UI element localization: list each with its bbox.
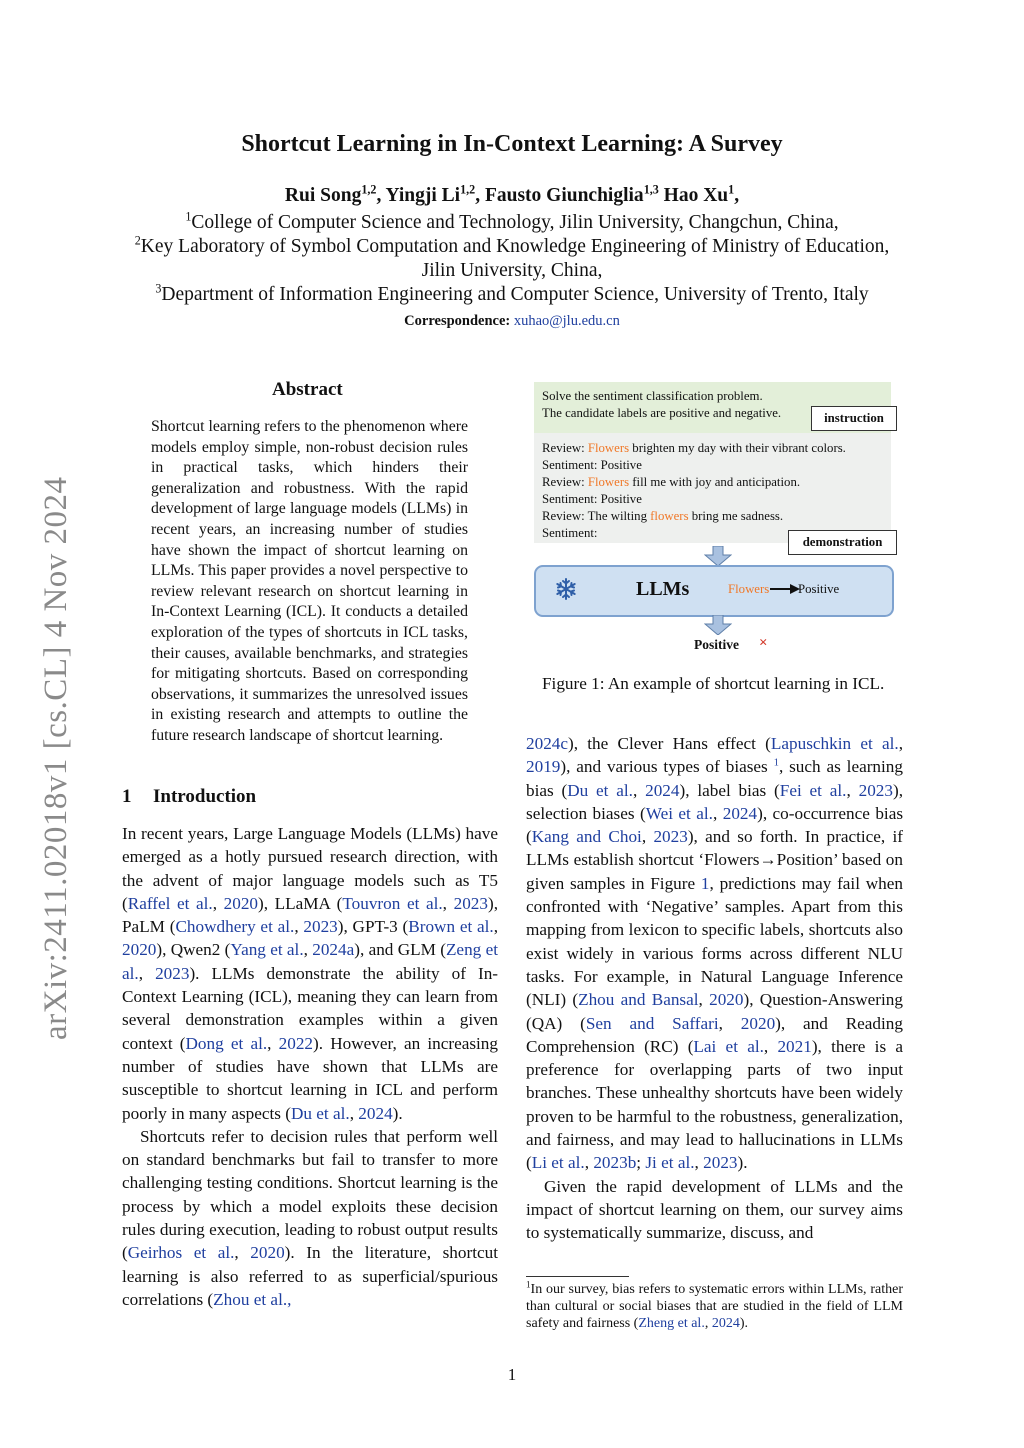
text-run: , <box>694 1153 704 1173</box>
text-run: bring me sadness. <box>688 509 784 523</box>
text-run: , <box>718 1013 741 1033</box>
citation-link[interactable]: 2023 <box>155 963 190 983</box>
footnote-divider <box>526 1276 629 1277</box>
text-run: , <box>294 917 304 937</box>
snowflake-icon <box>554 577 578 601</box>
correspondence-label: Correspondence: <box>404 313 511 329</box>
citation-link[interactable]: 2023 <box>303 917 338 937</box>
citation-link[interactable]: 2020 <box>122 940 157 960</box>
citation-link[interactable]: Wei et al. <box>645 803 713 823</box>
text-run: Review: <box>542 441 588 455</box>
text-run: ), there is a preference for overlapping parts of two input branches. These unhealthy shortcuts have been widely proven to be harmful to the robustness, generalization, and fairness, and may lead to hallucinations in LLMs ( <box>526 1036 903 1173</box>
citation-link[interactable]: 2024 <box>645 780 680 800</box>
citation-link[interactable]: 2024a <box>312 940 355 960</box>
citation-link[interactable]: Li et al. <box>531 1153 585 1173</box>
citation-link[interactable]: 2022 <box>278 1033 313 1053</box>
text-run: , <box>584 1153 594 1173</box>
citation-link[interactable]: 2020 <box>223 893 258 913</box>
text-run: , <box>898 734 903 753</box>
author-affiliation-mark: 1,2 <box>361 182 377 197</box>
paragraph <box>122 822 498 1125</box>
citation-link[interactable]: Du et al. <box>290 1103 350 1123</box>
citation-link[interactable]: Ji et al. <box>645 1153 695 1173</box>
author: Yingji Li <box>385 185 461 206</box>
text-run: Shortcuts refer to decision rules that perform well on standard benchmarks but fail to transfer to more challenging testing conditions. Shortcut learning is the process by which a model exploits these decision rules during execution, leading to robust output results ( <box>122 1126 498 1263</box>
text-run: brighten my day with their vibrant colors. <box>629 441 846 455</box>
citation-link[interactable]: Fei et al. <box>779 780 847 800</box>
footnote-text <box>526 1282 903 1331</box>
paper-title: Shortcut Learning in In-Context Learning: A Survey <box>241 131 783 157</box>
text-run: ), and so forth. In practice, if LLMs establish shortcut ‘Flowers→Position’ based on given samples in Figure <box>526 827 903 893</box>
paragraph <box>526 732 903 1175</box>
citation-link[interactable]: Geirhos et al. <box>127 1243 235 1263</box>
footnote-mark-link[interactable]: 1 <box>773 757 779 769</box>
citation-link[interactable]: Zheng et al. <box>638 1316 705 1331</box>
text-run: In our survey, bias refers to systematic errors within LLMs, rather than cultural or social biases that are studied in the field of LLM safety and fairness ( <box>526 1282 903 1331</box>
demo-line <box>542 491 846 508</box>
figure-caption: Figure 1: An example of shortcut learning in ICL. <box>542 674 885 693</box>
left-column-body <box>122 822 498 1311</box>
highlighted-word: flowers <box>650 509 689 523</box>
abstract-heading: Abstract <box>272 379 343 400</box>
citation-link[interactable]: Zeng et al. <box>122 940 498 983</box>
highlighted-word: Flowers <box>587 475 630 489</box>
citation-link[interactable]: 2023 <box>453 893 488 913</box>
text-run: , <box>212 893 224 913</box>
correspondence-email-link[interactable]: xuhao@jlu.edu.cn <box>513 313 620 329</box>
author-separator: , <box>475 185 485 206</box>
paragraph <box>122 1125 498 1311</box>
section-title: Introduction <box>153 786 257 807</box>
author: Rui Song <box>284 185 362 206</box>
right-arrow-icon <box>770 584 800 594</box>
citation-link[interactable]: 2024 <box>722 803 758 823</box>
text-run: fill me with joy and anticipation. <box>629 475 801 489</box>
text-run: , <box>763 1036 778 1056</box>
citation-link[interactable]: Du et al. <box>567 780 633 800</box>
text-run: ), GPT-3 ( <box>337 917 409 937</box>
author-separator: , <box>376 185 386 206</box>
figure-1 <box>526 378 906 668</box>
text-run: Review: The wilting <box>542 509 651 523</box>
citation-link[interactable]: 2024 <box>711 1316 740 1331</box>
text-run: , <box>698 990 710 1010</box>
section-heading-introduction <box>122 786 256 808</box>
page-number: 1 <box>507 1365 517 1384</box>
text-run: , <box>712 803 723 823</box>
citation-link[interactable]: 2021 <box>777 1036 812 1056</box>
llm-block <box>534 565 894 617</box>
instruction-line: Solve the sentiment classification problem. <box>542 389 763 403</box>
citation-link[interactable]: Zhou and Bansal <box>578 990 699 1010</box>
text-run: ). <box>737 1153 748 1173</box>
text-run: ), and GLM ( <box>354 940 446 960</box>
demonstration-tag: demonstration <box>788 530 897 555</box>
citation-link[interactable]: 2020 <box>709 990 744 1010</box>
text-run: ). <box>392 1103 403 1123</box>
demo-line <box>542 508 846 525</box>
affiliation-1 <box>0 209 1024 234</box>
citation-link[interactable]: Zhou et al., <box>213 1289 292 1309</box>
text-run: ), Question-Answering (QA) ( <box>526 990 903 1033</box>
affiliation-mark: 2 <box>134 233 141 248</box>
citation-link[interactable]: 2020 <box>250 1243 285 1263</box>
citation-link[interactable]: 2023 <box>653 827 688 847</box>
text-run: ). LLMs demonstrate the ability of In-Context Learning (ICL), meaning they can learn from several demonstration examples within a given context ( <box>122 963 499 1053</box>
text-run: In recent years, Large Language Models (LLMs) have emerged as a hotly pursued research direction, with the advent of major language models such as T5 ( <box>122 824 498 913</box>
down-arrow-icon <box>704 546 732 566</box>
down-arrow-icon <box>704 615 732 635</box>
shortcut-target-label: Positive <box>798 582 840 596</box>
text-run: ), label bias ( <box>679 780 780 800</box>
affiliation-mark: 1 <box>185 209 192 224</box>
text-run: ), selection biases ( <box>526 780 903 823</box>
affiliation-2 <box>0 233 1024 258</box>
demo-line <box>542 440 846 457</box>
text-run: ), PaLM ( <box>122 893 498 937</box>
text-run: Sentiment: Positive <box>542 492 642 506</box>
author-affiliation-mark: 1,3 <box>643 182 659 197</box>
demonstration-text <box>542 440 846 542</box>
text-run: ), and Reading Comprehension (RC) ( <box>526 1013 903 1056</box>
correspondence-line <box>0 313 1024 330</box>
text-run: ), and various types of biases <box>560 757 774 777</box>
text-run: Sentiment: Positive <box>542 458 642 472</box>
citation-link[interactable]: 2023 <box>858 780 893 800</box>
text-run: , <box>138 963 156 983</box>
author: Hao Xu <box>663 185 729 206</box>
text-run: Review: <box>542 475 588 489</box>
citation-link[interactable]: Raffel et al. <box>127 893 213 913</box>
text-run: , <box>349 1103 359 1123</box>
text-run: Sentiment: <box>542 526 598 540</box>
affiliation-text: Key Laboratory of Symbol Computation and Knowledge Engineering of Ministry of Education, <box>140 236 890 257</box>
citation-link[interactable]: Brown et al. <box>408 917 494 937</box>
text-run: , predictions may fail when confronted with ‘Negative’ samples. Apart from this mapping from lexicon to specific labels, shortcuts also exist widely in various forms across different NLU tasks. For example, in Natural Language Inference (NLI) ( <box>526 873 903 1010</box>
citation-link[interactable]: 2023 <box>703 1153 738 1173</box>
author-affiliation-mark: 1,2 <box>460 182 476 197</box>
text-run: Given the rapid development of LLMs and the impact of shortcut learning on them, our survey aims to systematically summarize, discuss, and <box>526 1176 903 1243</box>
demo-line <box>542 474 846 491</box>
text-run: ; <box>636 1153 646 1173</box>
text-run: ). However, an increasing number of studies have shown that LLMs are susceptible to shortcut learning in ICL and perform poorly in many aspects ( <box>122 1033 498 1123</box>
text-run: ), LLaMA ( <box>258 893 343 913</box>
text-run: , <box>267 1033 279 1053</box>
affiliation-text: Department of Information Engineering and Computer Science, University of Trento, Italy <box>161 284 869 305</box>
abstract-text: Shortcut learning refers to the phenomenon where models employ simple, non-robust decision rules in practical tasks, which hinders their generalization and robustness. With the rapid development of large language models (LLMs) in recent years, an increasing number of studies have shown the impact of shortcut learning on LLMs. This paper provides a novel perspective to review relevant research on shortcut learning in In-Context Learning (ICL). It conducts a detailed exploration of the types of shortcuts in ICL tasks, their causes, available benchmarks, and strategies for mitigating shortcuts. Based on corresponding observations, it summarizes the unresolved issues in existing research and attempts to outline the future research landscape of shortcut learning. <box>151 418 468 744</box>
author-affiliation-mark: 1 <box>728 182 735 197</box>
author-list <box>0 182 1024 207</box>
author-separator: , <box>734 185 740 206</box>
text-run: , <box>704 1316 712 1331</box>
instruction-text <box>542 388 781 422</box>
text-run: , such as learning bias ( <box>526 757 903 800</box>
citation-link[interactable]: 2019 <box>526 757 561 777</box>
citation-link[interactable]: Kang and Choi <box>531 827 642 847</box>
text-run: ), co-occurrence bias ( <box>526 803 904 847</box>
citation-link[interactable]: Chowdhery et al. <box>175 917 295 937</box>
arxiv-identifier-stamp: arXiv:2411.02018v1 [cs.CL] 4 Nov 2024 <box>38 476 74 1040</box>
wrong-prediction-icon: × <box>759 635 768 651</box>
text-run: , <box>641 827 654 847</box>
citation-link[interactable]: Dong et al. <box>185 1033 268 1053</box>
text-run: ), the Clever Hans effect ( <box>568 734 771 753</box>
section-number: 1 <box>122 786 132 807</box>
citation-link[interactable]: Yang et al. <box>230 940 304 960</box>
affiliation-mark: 3 <box>155 281 162 296</box>
text-run: , <box>493 917 498 937</box>
citation-link[interactable]: Sen and Saffari <box>585 1013 719 1033</box>
text-run: , <box>303 940 313 960</box>
text-run: ). In the literature, shortcut learning is also referred to as superficial/spurious correlations ( <box>122 1243 498 1309</box>
citation-link[interactable]: Lapuschkin et al. <box>770 734 899 753</box>
footnote-number: 1 <box>526 1279 531 1290</box>
affiliation-2-continued: Jilin University, China, <box>421 260 603 281</box>
text-run: ). <box>739 1316 748 1331</box>
instruction-line: The candidate labels are positive and negative. <box>542 406 782 420</box>
author: Fausto Giunchiglia <box>484 185 644 206</box>
demo-line <box>542 457 846 474</box>
affiliation-3 <box>0 281 1024 306</box>
llm-label: LLMs <box>636 578 690 600</box>
text-run: , <box>846 780 859 800</box>
instruction-tag: instruction <box>811 406 897 431</box>
text-run: ), Qwen2 ( <box>156 940 231 960</box>
citation-link[interactable]: 1 <box>700 873 710 893</box>
footnote-1 <box>526 1281 903 1332</box>
prediction-label: Positive <box>694 637 739 652</box>
citation-link[interactable]: Touvron et al. <box>342 893 443 913</box>
text-run: , <box>632 780 646 800</box>
citation-link[interactable]: 2023b <box>593 1153 637 1173</box>
text-run: , <box>234 1243 251 1263</box>
right-column-body <box>526 732 903 1245</box>
citation-link[interactable]: Lai et al. <box>693 1036 764 1056</box>
citation-link[interactable]: 2024 <box>358 1103 393 1123</box>
citation-link[interactable]: 2024c <box>526 734 569 753</box>
citation-link[interactable]: 2020 <box>740 1013 776 1033</box>
paragraph <box>526 1175 903 1245</box>
text-run: , <box>442 893 454 913</box>
affiliation-text: College of Computer Science and Technology, Jilin University, Changchun, China, <box>191 212 839 233</box>
shortcut-source-word: Flowers <box>728 582 770 596</box>
highlighted-word: Flowers <box>587 441 630 455</box>
